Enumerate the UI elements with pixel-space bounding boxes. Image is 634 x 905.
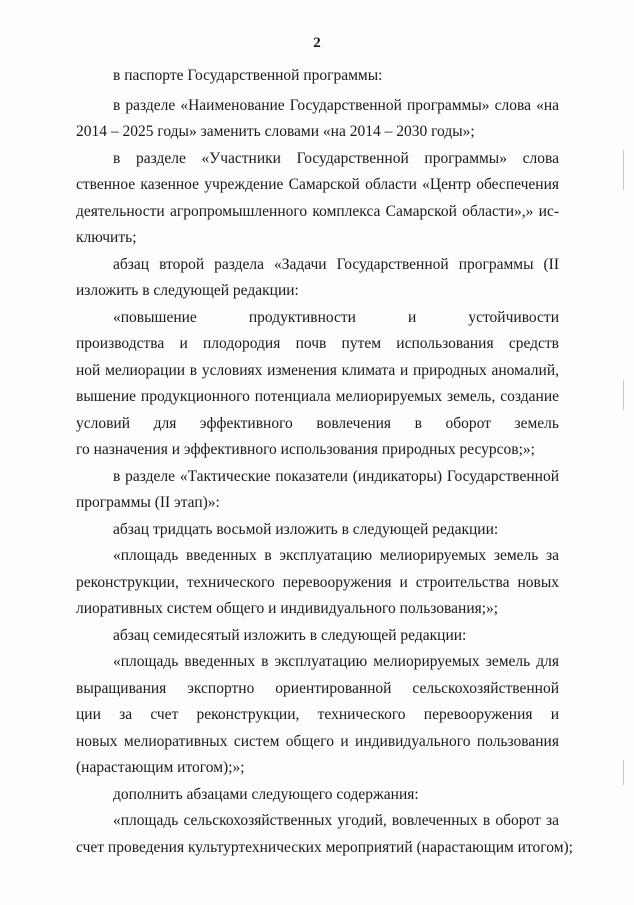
text-line: «площадь введенных в эксплуатацию мелиорируемых земель за — [113, 547, 559, 564]
text-line: абзац тридцать восьмой изложить в следующей редакции: — [113, 521, 499, 538]
text-line: лиоративных систем общего и индивидуального пользования;»; — [76, 600, 499, 617]
text-line: 2014 – 2025 годы» заменить словами «на 2014 – 2030 годы»; — [76, 123, 475, 140]
scan-artifact — [623, 150, 624, 190]
scan-artifact — [623, 760, 624, 785]
text-line: ключить; — [76, 229, 137, 246]
text-line: производства и плодородия почв путем использования средств — [76, 335, 559, 352]
text-line: ственное казенное учреждение Самарской области «Центр обеспечения — [76, 176, 559, 193]
text-line: счет проведения культуртехнических мероприятий (нарастающим итогом); — [76, 839, 573, 856]
text-line: «площадь введенных в эксплуатацию мелиорируемых земель для — [113, 653, 559, 670]
text-line: дополнить абзацами следующего содержания: — [113, 786, 419, 803]
text-line: абзац второй раздела «Задачи Государственной программы (II — [113, 256, 559, 273]
text-line: ной мелиорации в условиях изменения климата и природных аномалий, — [76, 362, 559, 379]
text-line: «площадь сельскохозяйственных угодий, вовлеченных в оборот за — [113, 812, 559, 829]
text-line: в разделе «Наименование Государственной программы» слова «на — [113, 97, 559, 114]
page-number: 2 — [313, 35, 321, 51]
text-line: в разделе «Участники Государственной программы» слова — [113, 150, 559, 167]
text-line: в паспорте Государственной программы: — [113, 67, 383, 84]
text-line: ции за счет реконструкции, технического перевооружения и — [76, 706, 559, 723]
text-line: абзац семидесятый изложить в следующей редакции: — [113, 627, 467, 644]
text-line: го назначения и эффективного использования природных ресурсов;»; — [76, 441, 535, 458]
text-line: программы (II этап)»: — [76, 494, 220, 511]
text-line: новых мелиоративных систем общего и индивидуального пользования — [76, 733, 559, 750]
text-line: (нарастающим итогом);»; — [76, 759, 245, 776]
text-line: реконструкции, технического перевооружения и строительства новых — [76, 574, 559, 591]
text-line: в разделе «Тактические показатели (индикаторы) Государственной — [113, 468, 559, 485]
text-line: изложить в следующей редакции: — [76, 282, 299, 299]
text-line: деятельности агропромышленного комплекса Самарской области»,» ис- — [76, 203, 559, 220]
text-line: «повышение продуктивности и устойчивости — [113, 309, 559, 326]
scan-artifact — [623, 380, 624, 410]
text-line: условий для эффективного вовлечения в оборот земель — [76, 415, 559, 432]
text-line: выращивания экспортно ориентированной сельскохозяйственной — [76, 680, 559, 697]
text-line: вышение продукционного потенциала мелиорируемых земель, создание — [76, 388, 559, 405]
